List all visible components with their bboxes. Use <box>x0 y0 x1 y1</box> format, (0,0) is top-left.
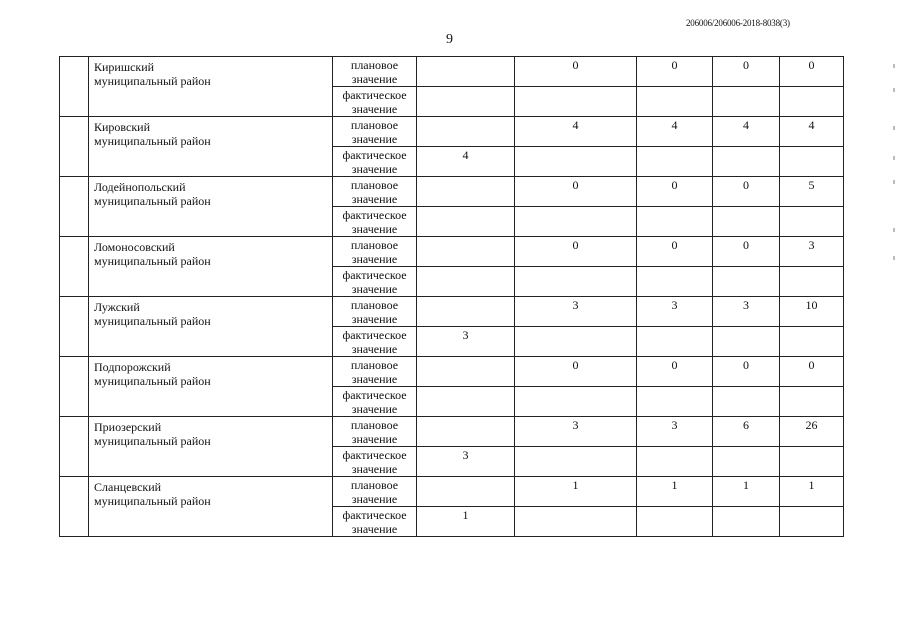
district-name-line2: муниципальный район <box>94 494 211 508</box>
empty-cell <box>515 87 637 117</box>
fact-empty-cell <box>417 477 515 507</box>
fact-value: 3 <box>417 327 515 357</box>
fact-label: фактическое значение <box>333 387 417 417</box>
plan-label: плановое значение <box>333 417 417 447</box>
table-row <box>60 477 844 507</box>
plan-value: 5 <box>780 177 844 207</box>
index-cell <box>60 297 89 357</box>
index-cell <box>60 237 89 297</box>
district-name <box>89 417 333 477</box>
empty-cell <box>637 147 713 177</box>
plan-value: 4 <box>780 117 844 147</box>
indicator-table <box>59 56 844 537</box>
index-cell <box>60 117 89 177</box>
district-name <box>89 297 333 357</box>
district-name-line1: Лужский <box>94 300 140 314</box>
empty-cell <box>780 267 844 297</box>
plan-label: плановое значение <box>333 477 417 507</box>
district-name-line1: Подпорожский <box>94 360 171 374</box>
fact-label: фактическое значение <box>333 507 417 537</box>
district-name-line2: муниципальный район <box>94 134 211 148</box>
index-cell <box>60 417 89 477</box>
empty-cell <box>780 87 844 117</box>
plan-value: 4 <box>515 117 637 147</box>
empty-cell <box>515 447 637 477</box>
plan-label: плановое значение <box>333 117 417 147</box>
district-name-line1: Ломоносовский <box>94 240 175 254</box>
empty-cell <box>637 507 713 537</box>
plan-value: 0 <box>713 57 780 87</box>
district-name <box>89 117 333 177</box>
district-name-line1: Приозерский <box>94 420 162 434</box>
plan-label: плановое значение <box>333 237 417 267</box>
plan-value: 0 <box>515 57 637 87</box>
district-name <box>89 57 333 117</box>
district-name-line1: Лодейнопольский <box>94 180 186 194</box>
fact-label: фактическое значение <box>333 147 417 177</box>
plan-value: 3 <box>515 417 637 447</box>
plan-value: 3 <box>515 297 637 327</box>
empty-cell <box>637 267 713 297</box>
district-name <box>89 177 333 237</box>
index-cell <box>60 57 89 117</box>
plan-label: плановое значение <box>333 177 417 207</box>
plan-value: 0 <box>713 177 780 207</box>
fact-empty-cell <box>417 417 515 447</box>
plan-value: 1 <box>780 477 844 507</box>
empty-cell <box>780 387 844 417</box>
plan-value: 3 <box>780 237 844 267</box>
fact-value <box>417 267 515 297</box>
fact-empty-cell <box>417 177 515 207</box>
fact-value <box>417 87 515 117</box>
empty-cell <box>637 327 713 357</box>
fact-value <box>417 387 515 417</box>
district-name <box>89 357 333 417</box>
table-row <box>60 57 844 87</box>
table-row <box>60 417 844 447</box>
district-name-line1: Кировский <box>94 120 151 134</box>
plan-label: плановое значение <box>333 357 417 387</box>
fact-empty-cell <box>417 357 515 387</box>
district-name-line2: муниципальный район <box>94 254 211 268</box>
index-cell <box>60 357 89 417</box>
plan-label: плановое значение <box>333 297 417 327</box>
plan-value: 3 <box>713 297 780 327</box>
plan-value: 1 <box>515 477 637 507</box>
fact-label: фактическое значение <box>333 327 417 357</box>
district-name-line2: муниципальный район <box>94 74 211 88</box>
empty-cell <box>637 87 713 117</box>
plan-value: 0 <box>713 237 780 267</box>
district-name-line2: муниципальный район <box>94 434 211 448</box>
empty-cell <box>515 207 637 237</box>
fact-value <box>417 207 515 237</box>
empty-cell <box>637 447 713 477</box>
empty-cell <box>780 147 844 177</box>
plan-value: 3 <box>637 417 713 447</box>
district-name-line1: Киришский <box>94 60 155 74</box>
table-body <box>60 57 844 537</box>
plan-value: 0 <box>780 57 844 87</box>
plan-value: 0 <box>637 177 713 207</box>
table-row <box>60 117 844 147</box>
district-name-line1: Сланцевский <box>94 480 162 494</box>
page-number: 9 <box>446 32 453 47</box>
plan-value: 10 <box>780 297 844 327</box>
fact-value: 4 <box>417 147 515 177</box>
empty-cell <box>713 87 780 117</box>
plan-value: 1 <box>713 477 780 507</box>
plan-value: 3 <box>637 297 713 327</box>
plan-value: 4 <box>713 117 780 147</box>
empty-cell <box>713 387 780 417</box>
fact-empty-cell <box>417 297 515 327</box>
fact-label: фактическое значение <box>333 207 417 237</box>
district-name-line2: муниципальный район <box>94 314 211 328</box>
fact-value: 1 <box>417 507 515 537</box>
index-cell <box>60 177 89 237</box>
document-id: 206006/206006-2018-8038(3) <box>686 18 790 28</box>
district-name <box>89 237 333 297</box>
plan-value: 0 <box>515 237 637 267</box>
empty-cell <box>780 207 844 237</box>
plan-value: 26 <box>780 417 844 447</box>
plan-value: 0 <box>515 357 637 387</box>
empty-cell <box>515 507 637 537</box>
empty-cell <box>515 387 637 417</box>
empty-cell <box>637 387 713 417</box>
fact-value: 3 <box>417 447 515 477</box>
plan-value: 1 <box>637 477 713 507</box>
empty-cell <box>713 447 780 477</box>
fact-label: фактическое значение <box>333 87 417 117</box>
empty-cell <box>713 507 780 537</box>
district-name-line2: муниципальный район <box>94 374 211 388</box>
plan-value: 0 <box>637 237 713 267</box>
empty-cell <box>780 327 844 357</box>
empty-cell <box>515 327 637 357</box>
fact-label: фактическое значение <box>333 447 417 477</box>
plan-value: 6 <box>713 417 780 447</box>
empty-cell <box>780 447 844 477</box>
empty-cell <box>713 147 780 177</box>
table-row <box>60 177 844 207</box>
fact-empty-cell <box>417 237 515 267</box>
plan-label: плановое значение <box>333 57 417 87</box>
table-row <box>60 357 844 387</box>
empty-cell <box>780 507 844 537</box>
index-cell <box>60 477 89 537</box>
empty-cell <box>713 207 780 237</box>
plan-value: 0 <box>780 357 844 387</box>
empty-cell <box>515 267 637 297</box>
plan-value: 0 <box>515 177 637 207</box>
empty-cell <box>713 327 780 357</box>
empty-cell <box>637 207 713 237</box>
plan-value: 0 <box>637 357 713 387</box>
table-row <box>60 237 844 267</box>
fact-empty-cell <box>417 117 515 147</box>
empty-cell <box>515 147 637 177</box>
district-name-line2: муниципальный район <box>94 194 211 208</box>
fact-label: фактическое значение <box>333 267 417 297</box>
plan-value: 0 <box>713 357 780 387</box>
fact-empty-cell <box>417 57 515 87</box>
district-name <box>89 477 333 537</box>
plan-value: 0 <box>637 57 713 87</box>
empty-cell <box>713 267 780 297</box>
plan-value: 4 <box>637 117 713 147</box>
table-row <box>60 297 844 327</box>
